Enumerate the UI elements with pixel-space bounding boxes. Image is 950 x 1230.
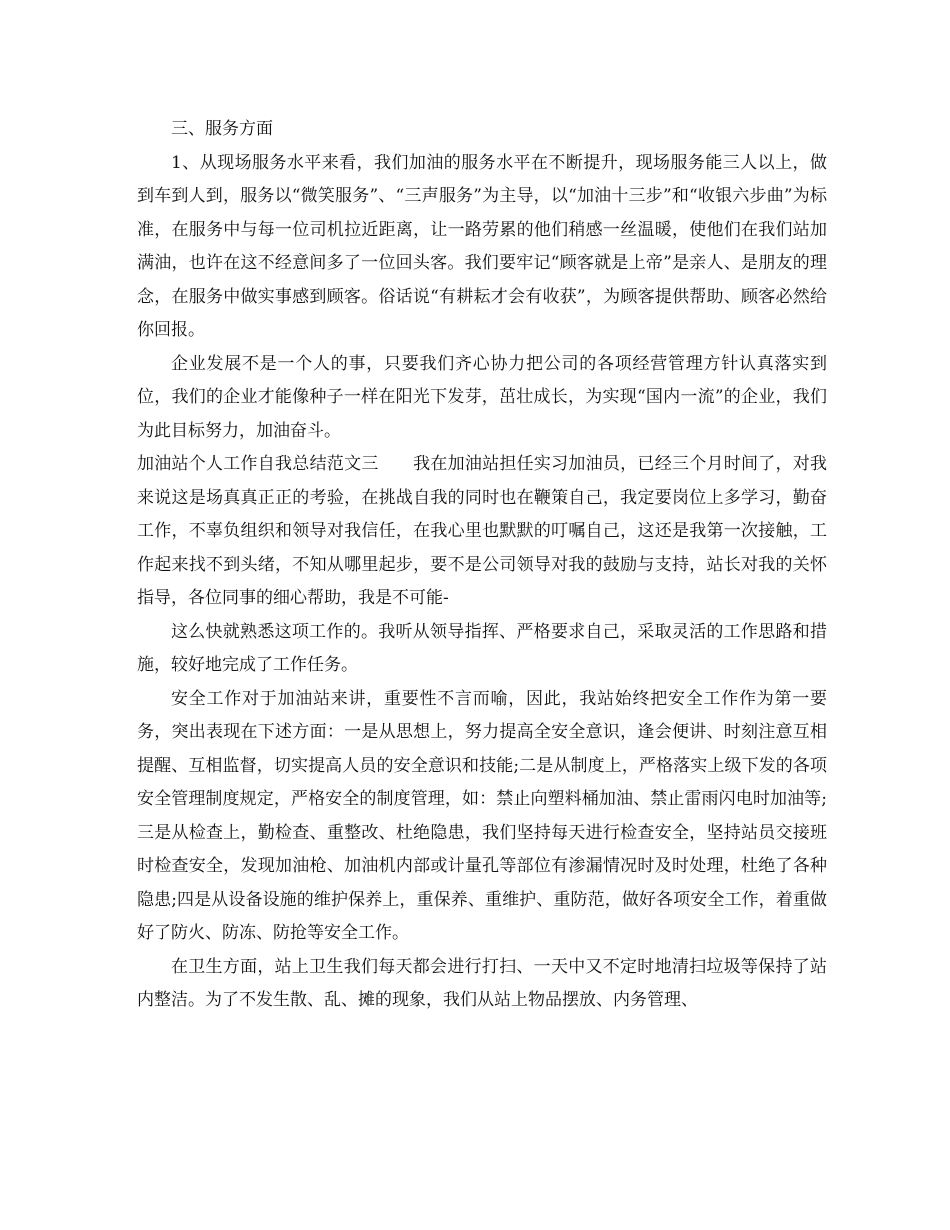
paragraph-enterprise-development: 企业发展不是一个人的事，只要我们齐心协力把公司的各项经营管理方针认真落实到位，我们的企业才能像种子一样在阳光下发芽，茁壮成长，为实现“国内一流”的企业，我们为此目标努力，加油奋斗。 <box>137 353 827 441</box>
section-heading: 三、服务方面 <box>171 119 273 139</box>
paragraph-service-level: 1、从现场服务水平来看，我们加油的服务水平在不断提升，现场服务能三人以上，做到车到人到，服务以“微笑服务”、“三声服务”为主导，以“加油十三步”和“收银六步曲”为标准，在服务中与每一位司机拉近距离，让一路劳累的他们稍感一丝温暖，使他们在我们站加满油，也许在这不经意间多了一位回头客。我们要牢记“顾客就是上帝”是亲人、是朋友的理念，在服务中做实事感到顾客。俗话说“有耕耘才会有收获”，为顾客提供帮助、顾客必然给你回报。 <box>137 152 827 340</box>
document-body <box>137 113 827 1018</box>
paragraph-safety-work: 安全工作对于加油站来讲，重要性不言而喻，因此，我站始终把安全工作作为第一要务，突出表现在下述方面：一是从思想上，努力提高全安全意识，逢会便讲、时刻注意互相提醒、互相监督，切实提高人员的安全意识和技能;二是从制度上，严格落实上级下发的各项安全管理制度规定，严格安全的制度管理，如：禁止向塑料桶加油、禁止雷雨闪电时加油等;三是从检查上，勤检查、重整改、杜绝隐患，我们坚持每天进行检查安全，坚持站员交接班时检查安全，发现加油枪、加油机内部或计量孔等部位有渗漏情况时及时处理，杜绝了各种隐患;四是从设备设施的维护保养上，重保养、重维护、重防范，做好各项安全工作，着重做好了防火、防冻、防抢等安全工作。 <box>137 688 827 943</box>
paragraph-hygiene: 在卫生方面，站上卫生我们每天都会进行打扫、一天中又不定时地清扫垃圾等保持了站内整洁。为了不发生散、乱、摊的现象，我们从站上物品摆放、内务管理、 <box>137 956 827 1010</box>
paragraph-sample-three: 加油站个人工作自我总结范文三 我在加油站担任实习加油员，已经三个月时间了，对我来说这是场真真正正的考验，在挑战自我的同时也在鞭策自己，我定要岗位上多学习，勤奋工作，不辜负组织和领导对我信任，在我心里也默默的叮嘱自己，这还是我第一次接触，工作起来找不到头绪，不知从哪里起步，要不是公司领导对我的鼓励与支持，站长对我的关怀指导，各位同事的细心帮助，我是不可能- <box>137 454 827 608</box>
paragraph-familiar-work: 这么快就熟悉这项工作的。我听从领导指挥、严格要求自己，采取灵活的工作思路和措施，较好地完成了工作任务。 <box>137 621 827 675</box>
